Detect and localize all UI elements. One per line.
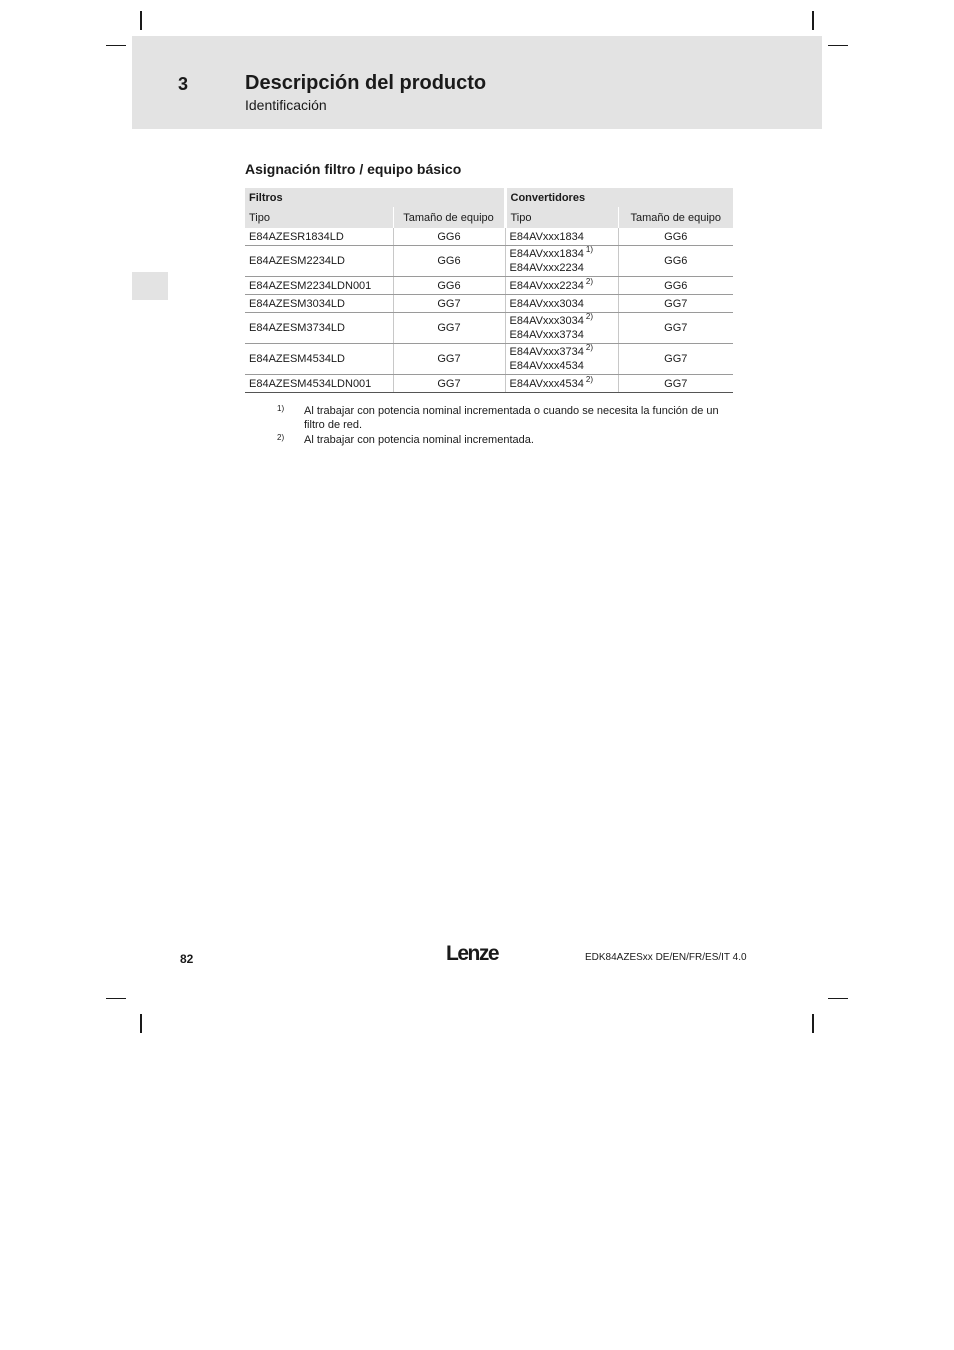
filter-type-cell: E84AZESM4534LDN001: [245, 375, 393, 393]
footnote: [277, 404, 727, 432]
table-row: [245, 375, 733, 393]
footnote-reference: 2): [585, 276, 594, 286]
converter-type-text: E84AVxxx1834: [509, 230, 584, 243]
crop-mark: [828, 998, 848, 999]
converter-type-line: [510, 230, 614, 244]
document-code: EDK84AZESxx DE/EN/FR/ES/IT 4.0: [585, 952, 747, 963]
converter-type-cell: [505, 313, 618, 344]
converter-type-text: E84AVxxx3034: [509, 297, 584, 310]
header-group-filters: Filtros: [245, 188, 505, 207]
converter-type-text: E84AVxxx3734: [509, 329, 584, 341]
converter-type-line: [510, 297, 614, 311]
converter-type-line: [510, 314, 614, 328]
converter-type-line: [510, 328, 614, 342]
crop-mark: [812, 11, 814, 30]
table-row: [245, 228, 733, 246]
converter-type-text: E84AVxxx1834: [509, 248, 584, 260]
chapter-side-tab: [132, 272, 168, 300]
converter-type-line: [509, 374, 614, 391]
table-row: [245, 313, 733, 344]
chapter-number: 3: [178, 74, 189, 94]
table-column-header: [245, 207, 733, 228]
section-heading: Asignación filtro / equipo básico: [245, 161, 462, 177]
filter-type-cell: E84AZESR1834LD: [245, 228, 393, 246]
footnote: [277, 433, 727, 447]
converter-type-text: E84AVxxx3034: [509, 315, 584, 327]
converter-type-cell: [505, 228, 618, 246]
converter-type-cell: [505, 344, 618, 375]
chapter-title: Descripción del producto: [245, 72, 487, 94]
converter-type-line: [510, 345, 614, 359]
page-number: 82: [180, 952, 194, 966]
footnote-text: Al trabajar con potencia nominal incrementada o cuando se necesita la función de un filtro de red.: [304, 405, 719, 431]
converter-type-text: E84AVxxx4534: [509, 377, 584, 390]
crop-mark: [812, 1014, 814, 1033]
converter-size-cell: GG6: [618, 277, 733, 295]
converter-size-cell: GG6: [618, 228, 733, 246]
crop-mark: [140, 1014, 142, 1033]
filter-size-cell: GG6: [393, 246, 505, 277]
footnote-reference: 2): [585, 343, 594, 353]
footnotes: [277, 404, 727, 448]
filter-type-cell: E84AZESM3034LD: [245, 295, 393, 313]
filter-size-cell: GG6: [393, 228, 505, 246]
converter-type-cell: [505, 246, 618, 277]
filter-assignment-table: [245, 188, 733, 393]
converter-size-cell: GG7: [618, 295, 733, 313]
filter-size-cell: GG7: [393, 344, 505, 375]
footnote-reference: 1): [585, 245, 594, 255]
converter-size-cell: GG7: [618, 344, 733, 375]
converter-type-line: [510, 247, 614, 261]
header-filter-size: Tamaño de equipo: [393, 207, 505, 228]
converter-type-text: E84AVxxx4534: [509, 360, 584, 372]
header-converter-type: Tipo: [505, 207, 618, 228]
footnote-mark: 1): [277, 404, 285, 413]
converter-size-cell: GG7: [618, 313, 733, 344]
crop-mark: [106, 998, 126, 999]
converter-type-cell: [505, 277, 618, 295]
converter-type-cell: [505, 375, 618, 393]
filter-size-cell: GG7: [393, 295, 505, 313]
footnote-text: Al trabajar con potencia nominal incrementada.: [304, 434, 534, 446]
footnote-reference: 2): [585, 312, 594, 322]
header-group-converters: Convertidores: [505, 188, 733, 207]
filter-size-cell: GG7: [393, 313, 505, 344]
filter-type-cell: E84AZESM4534LD: [245, 344, 393, 375]
filter-size-cell: GG6: [393, 277, 505, 295]
footnote-mark: 2): [277, 433, 285, 442]
table-row: [245, 246, 733, 277]
converter-size-cell: GG6: [618, 246, 733, 277]
lenze-logo: Lenze: [446, 942, 499, 965]
converter-type-line: [509, 276, 614, 293]
crop-mark: [140, 11, 142, 30]
converter-type-cell: [505, 295, 618, 313]
filter-type-cell: E84AZESM2234LDN001: [245, 277, 393, 295]
converter-type-text: E84AVxxx3734: [509, 346, 584, 358]
table-row: [245, 344, 733, 375]
header-filter-type: Tipo: [245, 207, 393, 228]
converter-size-cell: GG7: [618, 375, 733, 393]
table-group-header: [245, 188, 733, 207]
filter-type-cell: E84AZESM2234LD: [245, 246, 393, 277]
converter-type-line: [510, 261, 614, 275]
converter-type-text: E84AVxxx2234: [509, 262, 584, 274]
table-row: [245, 295, 733, 313]
crop-mark: [828, 45, 848, 46]
filter-size-cell: GG7: [393, 375, 505, 393]
converter-type-line: [510, 359, 614, 373]
filter-type-cell: E84AZESM3734LD: [245, 313, 393, 344]
footnote-reference: 2): [585, 374, 594, 384]
crop-mark: [106, 45, 126, 46]
converter-type-text: E84AVxxx2234: [509, 279, 584, 292]
header-converter-size: Tamaño de equipo: [618, 207, 733, 228]
chapter-subtitle: Identificación: [245, 97, 327, 113]
table-row: [245, 277, 733, 295]
